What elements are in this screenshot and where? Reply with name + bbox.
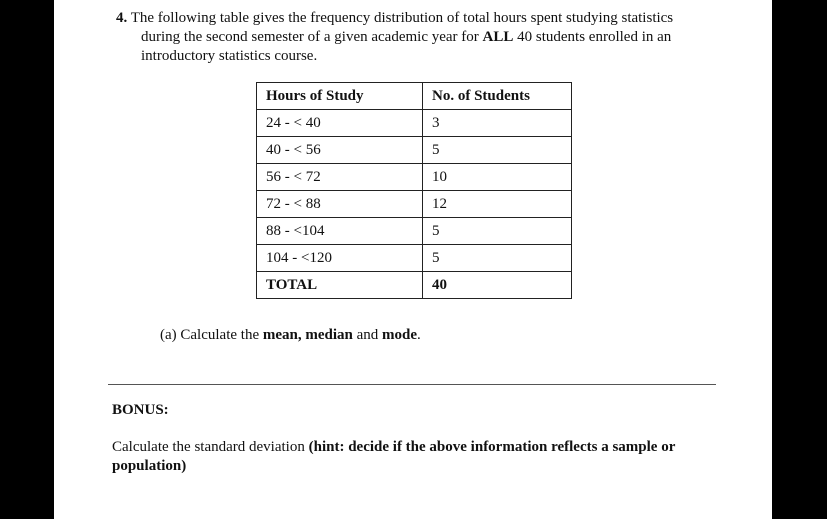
hours-cell: 24 - < 40	[257, 110, 423, 137]
table-row	[257, 218, 572, 245]
students-cell: 3	[423, 110, 572, 137]
frequency-table	[256, 82, 572, 299]
question-text	[116, 9, 726, 66]
bonus-question: Calculate the standard deviation (hint: decide if the above information reflects a sample or population)	[112, 439, 676, 474]
total-label: TOTAL	[257, 272, 423, 299]
hours-cell: 56 - < 72	[257, 164, 423, 191]
part-a-question: (a) Calculate the mean, median and mode.	[160, 327, 421, 343]
students-cell: 10	[423, 164, 572, 191]
hours-cell: 88 - <104	[257, 218, 423, 245]
table-row	[257, 164, 572, 191]
page-border-left	[50, 0, 52, 519]
table-row	[257, 137, 572, 164]
question-line-3: introductory statistics course.	[141, 48, 318, 64]
table-row	[257, 191, 572, 218]
section-divider	[108, 384, 716, 385]
students-cell: 5	[423, 245, 572, 272]
hours-cell: 104 - <120	[257, 245, 423, 272]
hours-cell: 72 - < 88	[257, 191, 423, 218]
page-border-right	[774, 0, 776, 519]
students-cell: 12	[423, 191, 572, 218]
question-line-1: The following table gives the frequency distribution of total hours spent studying statistics	[130, 10, 674, 26]
header-students: No. of Students	[423, 83, 572, 110]
total-value: 40	[423, 272, 572, 299]
table-total-row	[257, 272, 572, 299]
question-line-2: during the second semester of a given academic year for ALL 40 students enrolled in an	[141, 29, 672, 45]
students-cell: 5	[423, 137, 572, 164]
bonus-heading: BONUS:	[112, 402, 169, 418]
table-row	[257, 110, 572, 137]
header-hours: Hours of Study	[257, 83, 423, 110]
table-row	[257, 245, 572, 272]
question-number: 4.	[116, 10, 128, 26]
table-header-row	[257, 83, 572, 110]
students-cell: 5	[423, 218, 572, 245]
hours-cell: 40 - < 56	[257, 137, 423, 164]
